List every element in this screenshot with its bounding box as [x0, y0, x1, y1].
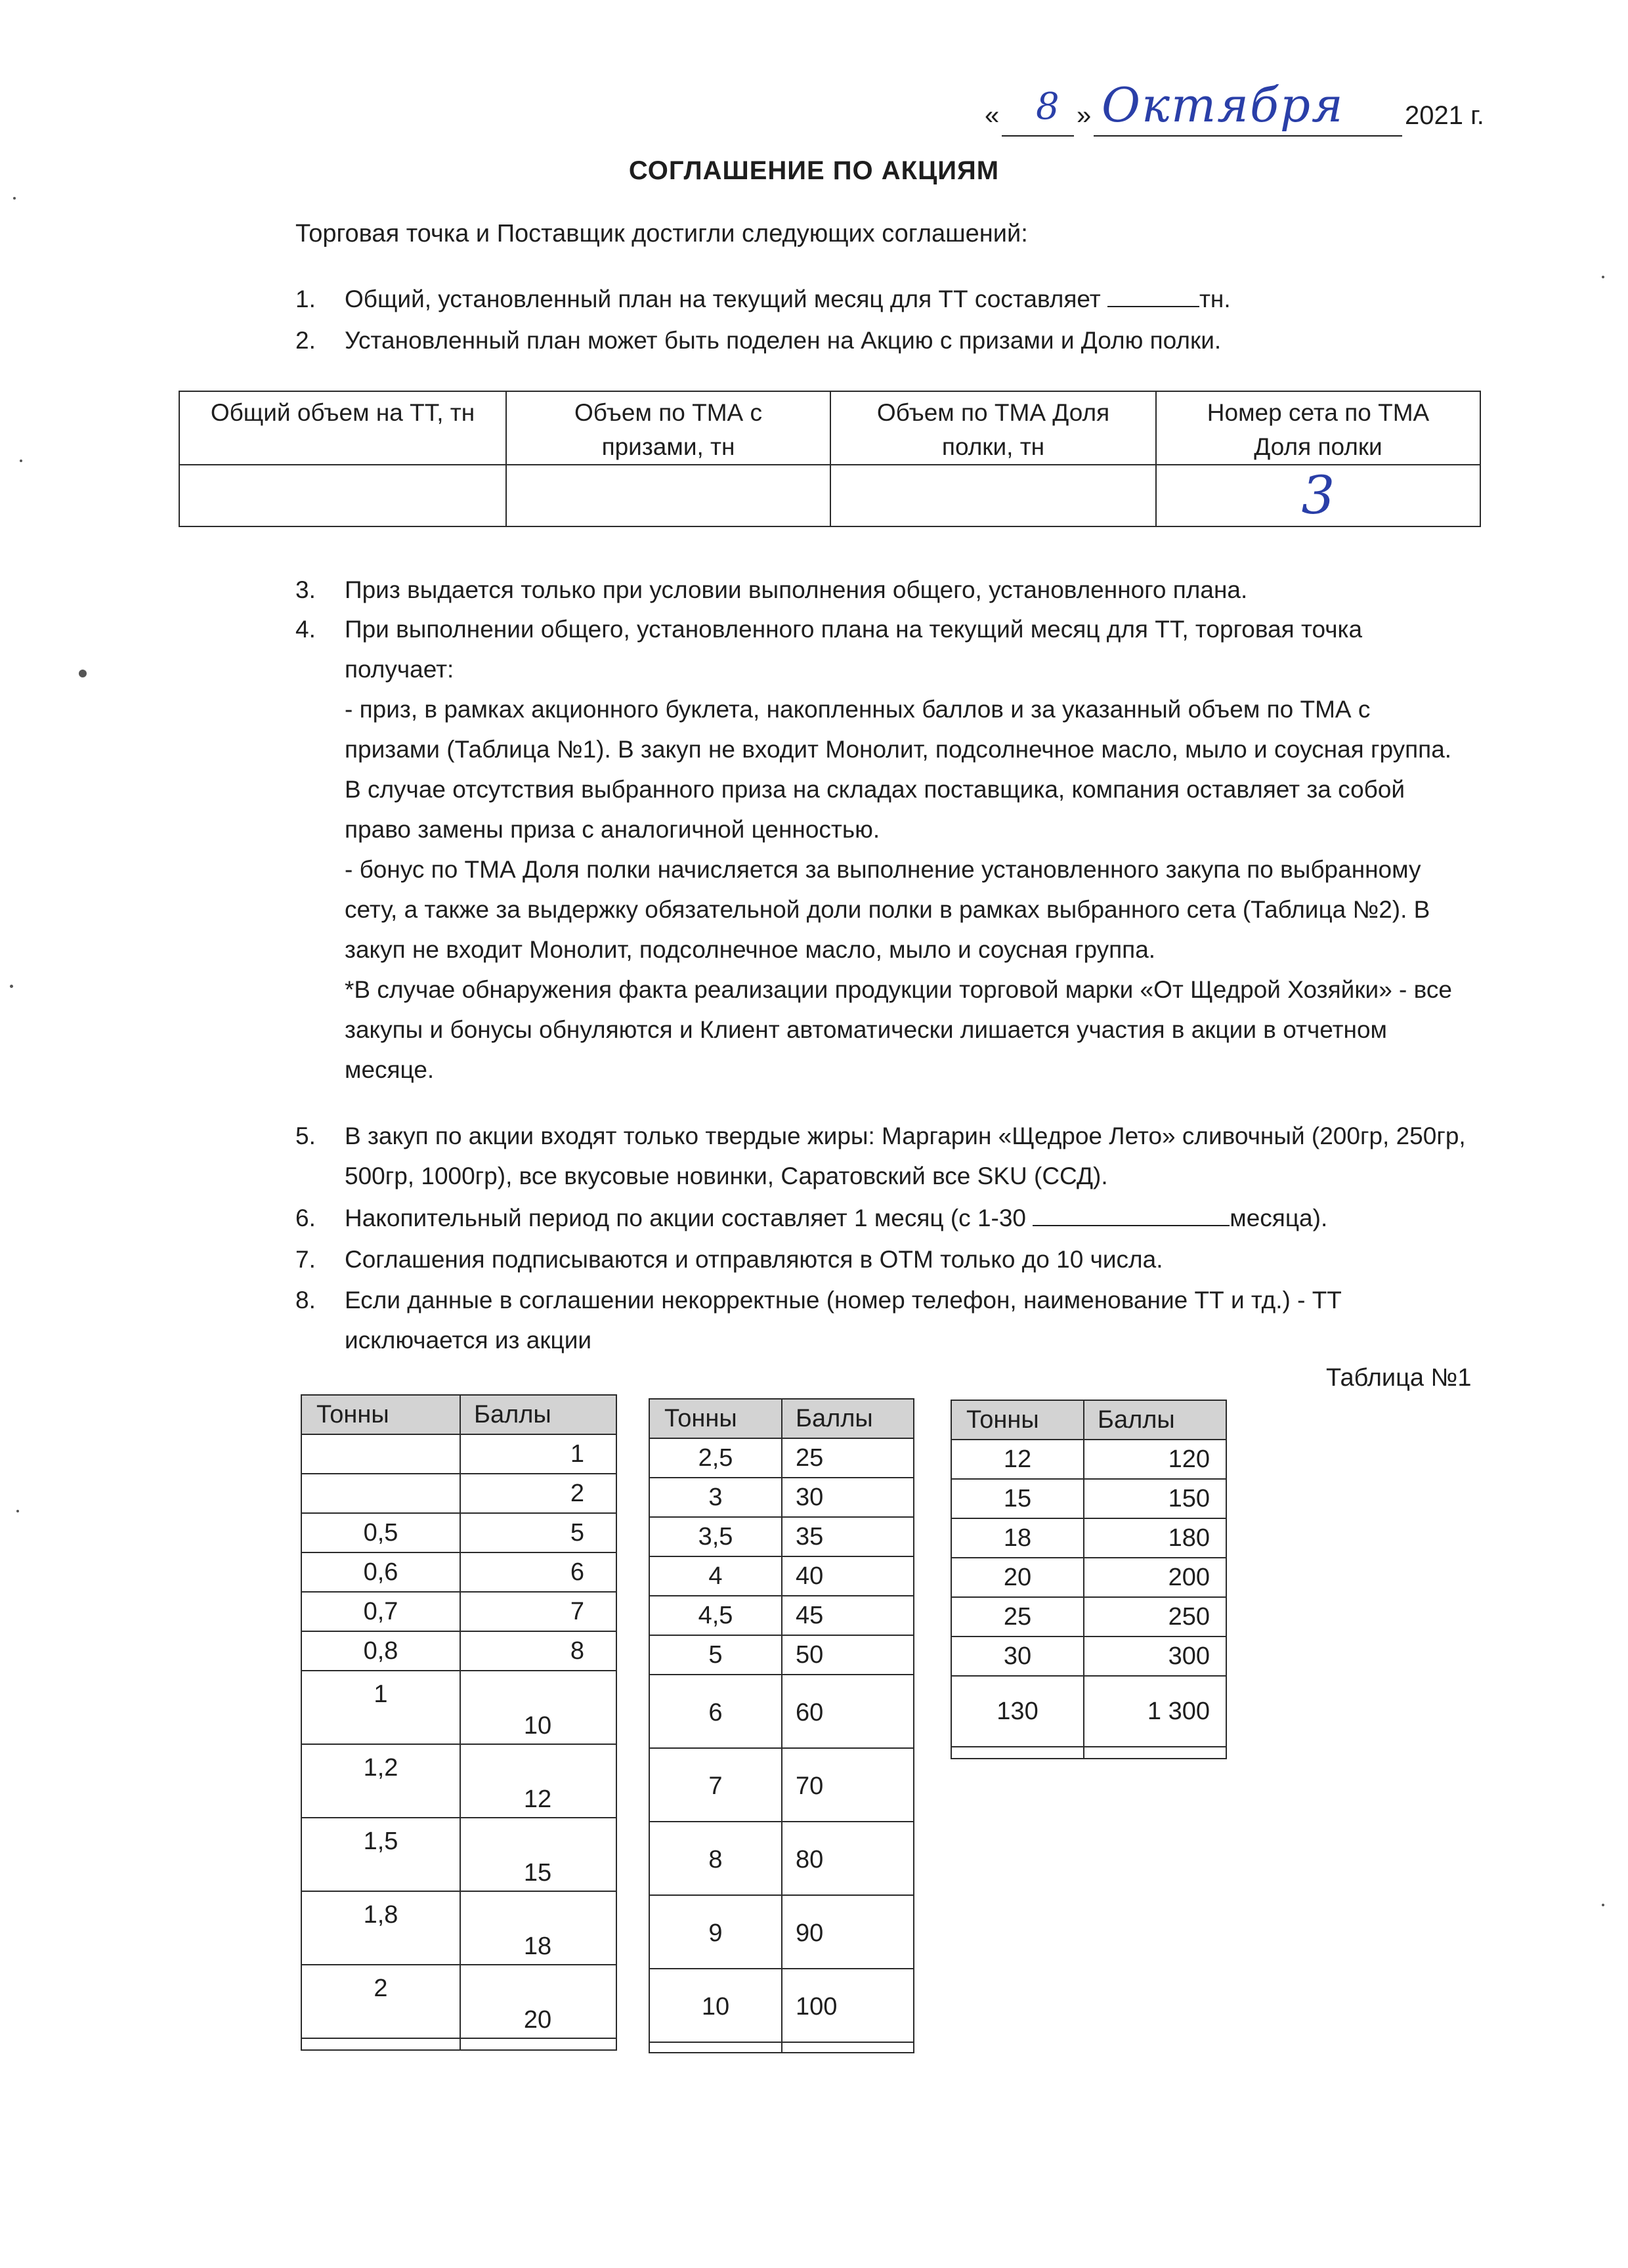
cell-points: 30 [796, 1484, 824, 1511]
cell-tons: 1 [374, 1680, 388, 1708]
table-row [302, 1593, 616, 1632]
cell-points: 6 [570, 1558, 584, 1586]
cell-points: 50 [796, 1641, 824, 1669]
cell-points: 10 [523, 1712, 552, 1740]
cell-tons: 130 [996, 1698, 1039, 1725]
header-tons: Тонны [664, 1405, 737, 1432]
date-year: 2021 г. [1405, 101, 1484, 130]
cell-points: 7 [570, 1598, 584, 1625]
plan-col-shelf [831, 392, 1157, 526]
cell-tons: 4,5 [698, 1602, 733, 1629]
table-row [952, 1558, 1226, 1598]
plan-header-cell: Объем по ТМА Доля полки, тн [831, 392, 1155, 465]
table-row [302, 1671, 616, 1745]
table-row [302, 1818, 616, 1892]
cell-tons: 0,5 [363, 1519, 398, 1547]
cell-tons: 8 [708, 1846, 723, 1873]
plan-value-cell [831, 465, 1155, 526]
cell-tons: 1,5 [363, 1828, 398, 1855]
cell-points: 250 [1168, 1603, 1210, 1631]
cell-points: 2 [570, 1480, 584, 1507]
header-points: Баллы [796, 1405, 873, 1432]
table-row [952, 1480, 1226, 1519]
cell-tons: 25 [1003, 1603, 1032, 1631]
cell-points: 1 [570, 1440, 584, 1468]
cell-points: 80 [796, 1846, 824, 1873]
cell-tons: 10 [701, 1993, 730, 2021]
cell-points: 1 300 [1147, 1698, 1210, 1725]
column-divider [460, 1396, 461, 2049]
table-row [952, 1677, 1226, 1747]
table-row [302, 1553, 616, 1593]
header-tons: Тонны [316, 1401, 389, 1428]
date-day: 8 [1036, 85, 1060, 128]
set-number-handwritten: 3 [1301, 465, 1335, 526]
table-row [952, 1637, 1226, 1677]
cell-tons: 2,5 [698, 1444, 733, 1472]
table-row [952, 1440, 1226, 1480]
cell-tons: 0,7 [363, 1598, 398, 1625]
cell-points: 120 [1168, 1445, 1210, 1473]
cell-tons: 6 [708, 1699, 723, 1726]
cell-points: 25 [796, 1444, 824, 1472]
table-row [302, 1474, 616, 1514]
cell-points: 60 [796, 1699, 824, 1726]
period-blank-line [1033, 1225, 1230, 1226]
cell-tons: 3,5 [698, 1523, 733, 1551]
date-line [985, 77, 1497, 144]
cell-tons: 4 [708, 1562, 723, 1590]
intro-text: Торговая точка и Поставщик достигли следующих соглашений: [295, 220, 1028, 247]
cell-points: 180 [1168, 1524, 1210, 1552]
cell-tons: 12 [1003, 1445, 1032, 1473]
points-table-header [952, 1401, 1226, 1440]
column-divider [781, 1400, 782, 2052]
date-open-quote: « [985, 101, 1000, 130]
cell-tons: 0,8 [363, 1637, 398, 1665]
cell-points: 100 [796, 1993, 838, 2021]
cell-points: 150 [1168, 1485, 1210, 1512]
points-table-header [302, 1396, 616, 1435]
cell-tons: 2 [374, 1975, 388, 2002]
table-row [952, 1519, 1226, 1558]
cell-tons: 3 [708, 1484, 723, 1511]
cell-points: 70 [796, 1772, 824, 1800]
cell-points: 90 [796, 1919, 824, 1947]
cell-points: 18 [523, 1933, 552, 1960]
table-row [302, 1435, 616, 1474]
plan-value-cell [180, 465, 505, 526]
cell-tons: 1,2 [363, 1754, 398, 1782]
points-table-2 [649, 1398, 914, 2053]
cell-points: 300 [1168, 1642, 1210, 1670]
table-caption: Таблица №1 [1326, 1364, 1472, 1392]
table-row [302, 1965, 616, 2039]
cell-points: 20 [523, 2006, 552, 2034]
date-month: Октября [1102, 77, 1344, 133]
plan-table [179, 391, 1481, 527]
plan-header-cell: Общий объем на ТТ, тн [180, 392, 505, 465]
plan-blank-line [1107, 306, 1199, 307]
cell-tons: 9 [708, 1919, 723, 1947]
cell-points: 15 [523, 1859, 552, 1887]
cell-tons: 20 [1003, 1564, 1032, 1591]
cell-tons: 5 [708, 1641, 723, 1669]
plan-header-cell: Объем по ТМА с призами, тн [507, 392, 830, 465]
table-row [302, 1632, 616, 1671]
header-tons: Тонны [966, 1406, 1039, 1434]
cell-points: 45 [796, 1602, 824, 1629]
plan-col-prizes [507, 392, 831, 526]
cell-points: 12 [523, 1786, 552, 1813]
points-table-1 [301, 1394, 617, 2051]
cell-points: 35 [796, 1523, 824, 1551]
table-row [302, 1514, 616, 1553]
cell-tons: 0,6 [363, 1558, 398, 1586]
cell-tons: 15 [1003, 1485, 1032, 1512]
cell-tons: 18 [1003, 1524, 1032, 1552]
cell-points: 5 [570, 1519, 584, 1547]
plan-col-set-number [1157, 392, 1480, 526]
header-points: Баллы [474, 1401, 551, 1428]
cell-tons: 1,8 [363, 1901, 398, 1929]
column-divider [1083, 1401, 1084, 1758]
cell-points: 8 [570, 1637, 584, 1665]
header-points: Баллы [1098, 1406, 1175, 1434]
points-table-3 [951, 1400, 1227, 1759]
date-close-quote: » [1077, 101, 1092, 130]
plan-value-cell [507, 465, 830, 526]
cell-tons: 30 [1003, 1642, 1032, 1670]
table-row [302, 1892, 616, 1965]
cell-points: 200 [1168, 1564, 1210, 1591]
document-title: СОГЛАШЕНИЕ ПО АКЦИЯМ [628, 156, 1000, 185]
cell-tons: 7 [708, 1772, 723, 1800]
plan-col-total [180, 392, 507, 526]
table-row [952, 1598, 1226, 1637]
plan-header-cell: Номер сета по ТМА Доля полки [1157, 392, 1480, 465]
table-row [302, 1745, 616, 1818]
cell-points: 40 [796, 1562, 824, 1590]
